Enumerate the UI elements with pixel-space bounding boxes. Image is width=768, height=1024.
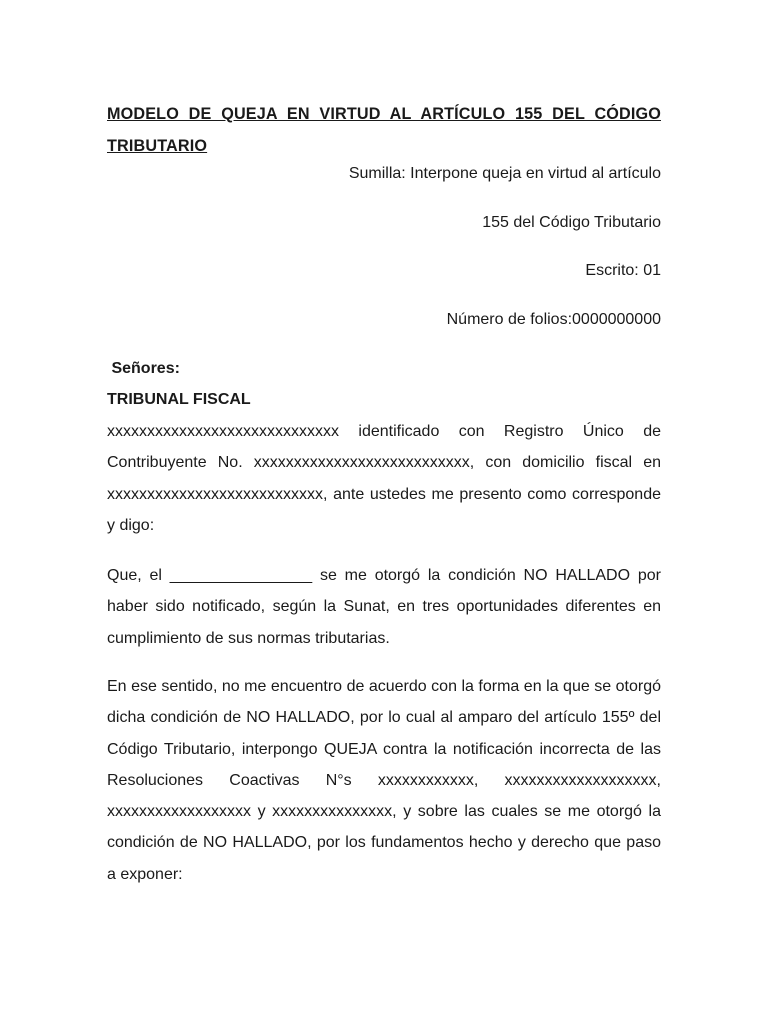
paragraph-no-hallado: Que, el ________________ se me otorgó la condición NO HALLADO por haber sido notificado, según la Sunat, en tres oportunidades diferentes en cumplimiento de sus normas tributarias. (107, 567, 661, 647)
paragraph-queja: En ese sentido, no me encuentro de acuerdo con la forma en la que se otorgó dicha condición de NO HALLADO, por lo cual al amparo del artículo 155º del Código Tributario, interpongo QUEJA contra la notificación incorrecta de las Resoluciones Coactivas N°s xxxxxxxxxxxx, xxxxxxxxxxxxxxxxxxx, xxxxxxxxxxxxxxxxxx y xxxxxxxxxxxxxxx, y sobre las cuales se me otorgó la condición de NO HALLADO, por los fundamentos hecho y derecho que paso a exponer: (107, 678, 661, 883)
sumilla-line-2: 155 del Código Tributario (482, 214, 661, 231)
recipient: TRIBUNAL FISCAL (107, 391, 251, 408)
folios-number: Número de folios:0000000000 (446, 311, 661, 328)
salutation: Señores: (107, 360, 180, 377)
paragraph-intro: xxxxxxxxxxxxxxxxxxxxxxxxxxxxx identificado con Registro Único de Contribuyente No. xxxxxxxxxxxxxxxxxxxxxxxxxxx, con domicilio fiscal en xxxxxxxxxxxxxxxxxxxxxxxxxxx, ante ustedes me presento como corresponde y digo: (107, 423, 661, 534)
document-title: MODELO DE QUEJA EN VIRTUD AL ARTÍCULO 155 DEL CÓDIGO TRIBUTARIO (107, 105, 661, 155)
escrito-number: Escrito: 01 (585, 262, 661, 279)
sumilla-line-1: Sumilla: Interpone queja en virtud al artículo (348, 165, 661, 182)
